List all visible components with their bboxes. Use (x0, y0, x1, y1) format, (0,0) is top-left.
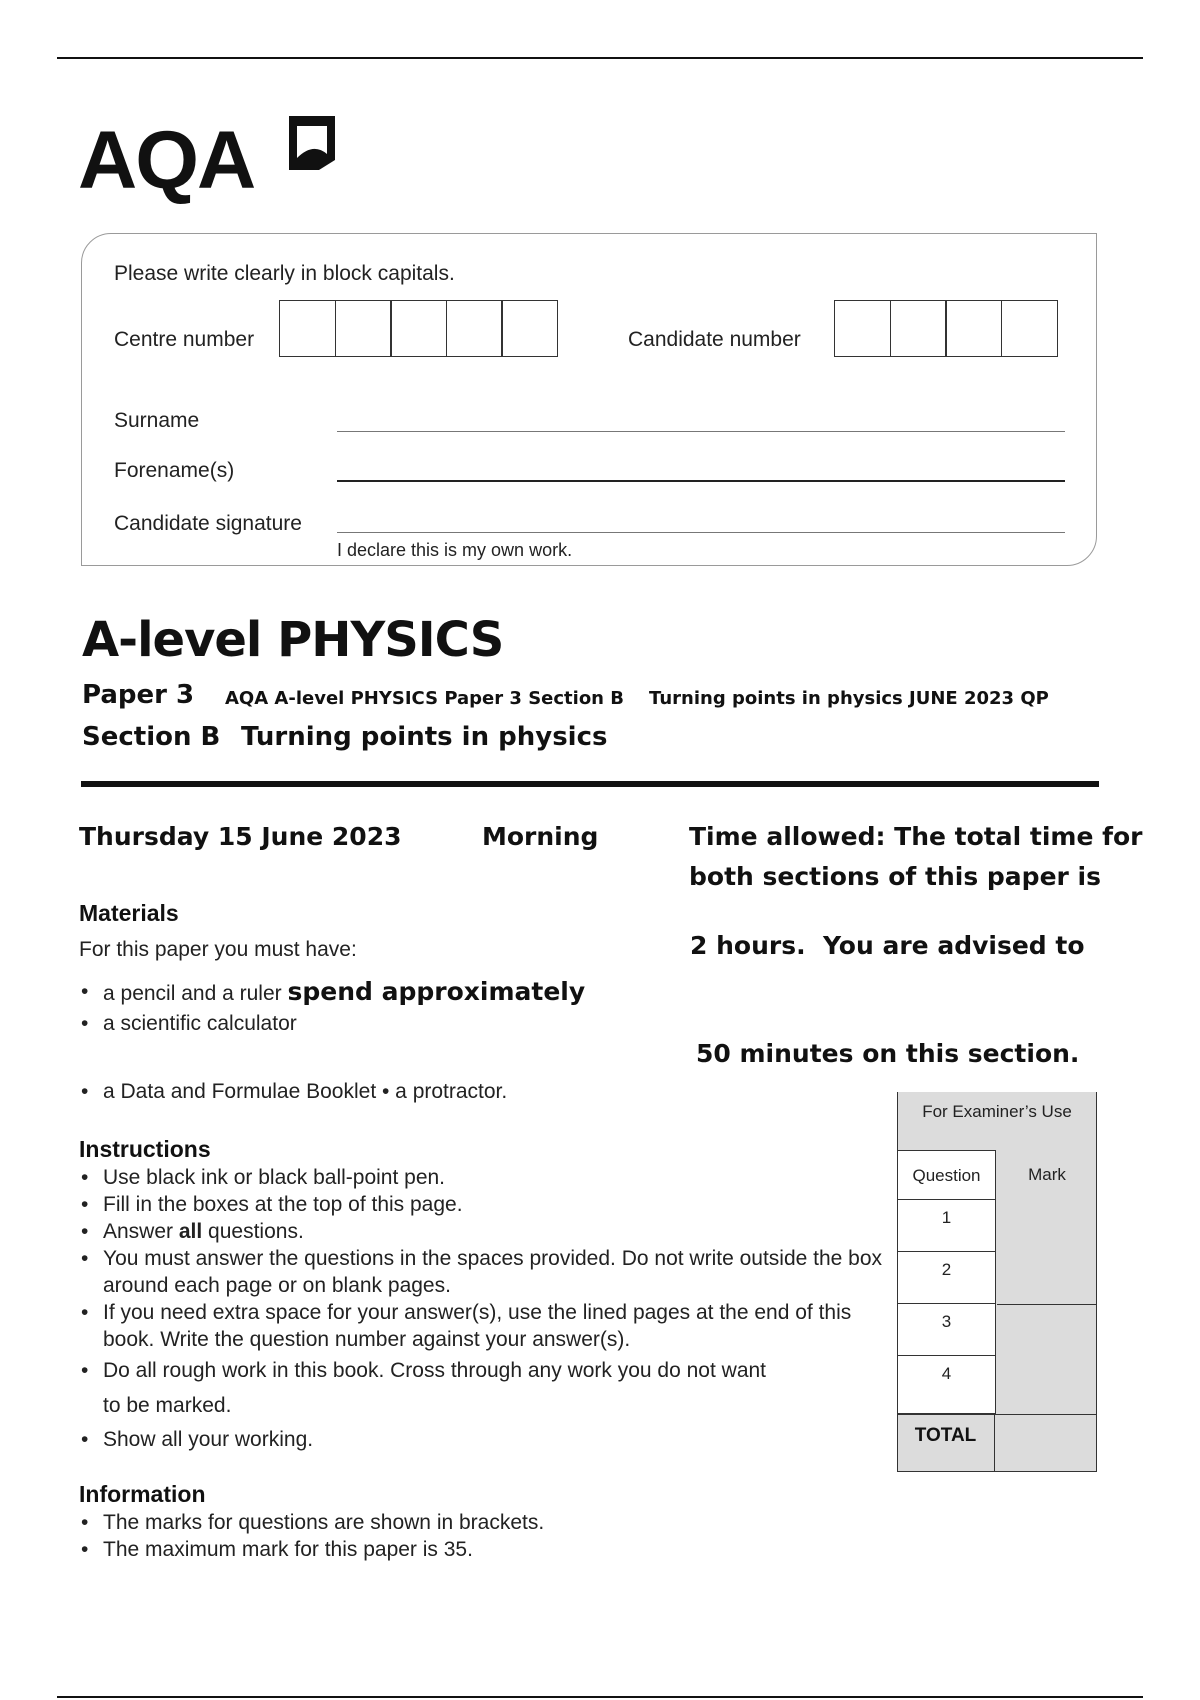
centre-digit-box[interactable] (446, 300, 503, 357)
question-row-3: 3 (898, 1304, 996, 1356)
list-item (79, 978, 585, 1007)
centre-digit-box[interactable] (501, 300, 558, 357)
list-item: • You must answer the questions in the spaces provided. Do not write outside the box around each page or on blank pages. (79, 1245, 899, 1299)
question-row-1: 1 (898, 1200, 996, 1252)
centre-number-boxes[interactable] (279, 300, 558, 357)
examiner-table (897, 1092, 1097, 1472)
instructions-heading: Instructions (79, 1136, 211, 1162)
exam-date: Thursday 15 June 2023 (79, 822, 402, 851)
mark-entry-area[interactable] (997, 1200, 1097, 1414)
question-column-header: Question (898, 1150, 996, 1200)
paper-label: Paper 3 (82, 680, 195, 710)
aqa-logo (78, 112, 348, 212)
list-item: • If you need extra space for your answer(s), use the lined pages at the end of this book. Write the question number against your answer(s). (79, 1299, 899, 1353)
list-item: • Show all your working. (79, 1426, 313, 1453)
forenames-field[interactable] (337, 480, 1065, 482)
forenames-label: Forename(s) (114, 459, 235, 482)
materials-intro: For this paper you must have: (79, 938, 357, 961)
declaration-text: I declare this is my own work. (337, 540, 573, 560)
total-mark-cell[interactable] (997, 1415, 1095, 1471)
heading-rule (81, 781, 1099, 787)
question-row-4: 4 (898, 1356, 996, 1414)
materials-heading: Materials (79, 900, 179, 926)
candidate-digit-box[interactable] (1001, 300, 1058, 357)
total-label: TOTAL (897, 1415, 995, 1471)
block-capitals-instruction: Please write clearly in block capitals. (114, 262, 455, 285)
signature-field[interactable] (337, 532, 1065, 533)
instructions-continuation: to be marked. (103, 1394, 232, 1417)
paper-subtitle: AQA A-level PHYSICS Paper 3 Section B Turning points in physics JUNE 2023 QP (225, 688, 1049, 709)
list-item: • Use black ink or black ball-point pen. (79, 1164, 899, 1191)
centre-number-label: Centre number (114, 328, 255, 351)
logo-mark-icon (285, 114, 339, 174)
time-allowed-line1: Time allowed: The total time for (689, 822, 1143, 851)
list-item: • Fill in the boxes at the top of this page. (79, 1191, 899, 1218)
time-allowed-line2: both sections of this paper is (689, 862, 1102, 891)
list-item: • The maximum mark for this paper is 35. (79, 1536, 544, 1563)
candidate-digit-box[interactable] (890, 300, 947, 357)
materials-overlay-text: spend approximately (287, 977, 586, 1006)
signature-label: Candidate signature (114, 512, 302, 535)
total-row (897, 1414, 1097, 1472)
time-allowed-line3: 2 hours. You are advised to (690, 931, 1085, 960)
instructions-list (79, 1164, 899, 1384)
list-item: • Do all rough work in this book. Cross through any work you do not want (79, 1357, 899, 1384)
centre-digit-box[interactable] (335, 300, 392, 357)
candidate-number-label: Candidate number (628, 328, 801, 351)
time-allowed-line4: 50 minutes on this section. (696, 1039, 1080, 1068)
answer-all-suffix: questions. (202, 1220, 304, 1243)
mark-column-header: Mark (1028, 1165, 1066, 1184)
top-rule (57, 57, 1143, 59)
exam-session: Morning (482, 822, 599, 851)
page-title: A-level PHYSICS (82, 612, 504, 668)
answer-all-prefix: Answer (103, 1220, 179, 1243)
information-list (79, 1509, 544, 1563)
list-item: • a Data and Formulae Booklet • a protractor. (79, 1078, 507, 1105)
logo-text: AQA (78, 115, 255, 206)
question-row-2: 2 (898, 1252, 996, 1304)
section-label: Section B (82, 722, 221, 752)
section-title: Turning points in physics (241, 722, 608, 752)
instructions-list (79, 1426, 313, 1453)
examiner-table-heading: For Examiner’s Use (922, 1102, 1072, 1121)
materials-list (79, 1010, 297, 1037)
materials-list (79, 1078, 507, 1105)
surname-label: Surname (114, 409, 200, 432)
list-item: • The marks for questions are shown in brackets. (79, 1509, 544, 1536)
centre-digit-box[interactable] (279, 300, 336, 357)
candidate-digit-box[interactable] (834, 300, 891, 357)
materials-item: a pencil and a ruler (103, 982, 282, 1005)
candidate-digit-box[interactable] (945, 300, 1002, 357)
surname-field[interactable] (337, 431, 1065, 432)
candidate-number-boxes[interactable] (834, 300, 1058, 357)
list-item (79, 1218, 899, 1245)
information-heading: Information (79, 1481, 206, 1507)
answer-all-bold: all (178, 1220, 203, 1243)
bottom-rule (57, 1696, 1143, 1698)
list-item: • a scientific calculator (79, 1010, 297, 1037)
materials-list (79, 978, 585, 1007)
centre-digit-box[interactable] (390, 300, 447, 357)
